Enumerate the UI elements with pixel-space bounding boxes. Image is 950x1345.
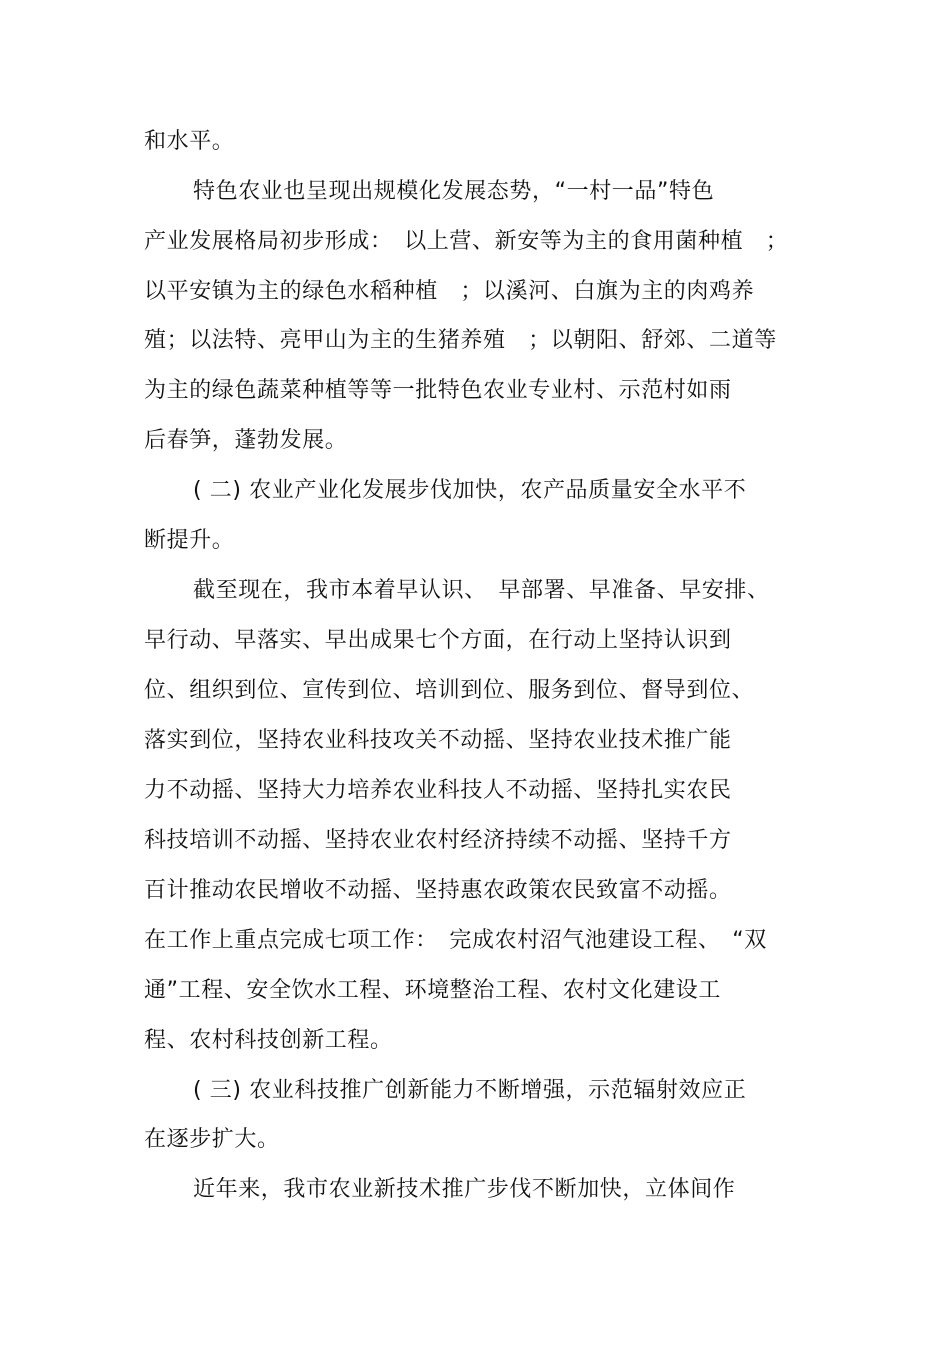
text-line: 位、组织到位、宣传到位、培训到位、服务到位、督导到位、	[144, 678, 755, 703]
text-line: 科技培训不动摇、坚持农业农村经济持续不动摇、坚持千方	[144, 828, 732, 853]
paragraph-first-line: 近年来，我市农业新技术推广步伐不断加快，立体间作	[193, 1177, 736, 1202]
text-line: 程、农村科技创新工程。	[144, 1028, 393, 1053]
text-line: 为主的绿色蔬菜种植等等一批特色农业专业村、示范村如雨	[144, 378, 732, 403]
section-heading-continued: 断提升。	[144, 528, 235, 553]
section-heading: ( 三) 农业科技推广创新能力不断增强，示范辐射效应正	[193, 1078, 747, 1103]
text-line: 落实到位，坚持农业科技攻关不动摇、坚持农业技术推广能	[144, 728, 732, 753]
paragraph-first-line: 特色农业也呈现出规模化发展态势，“一村一品”特色	[193, 179, 715, 204]
text-line: 产业发展格局初步形成： 以上营、新安等为主的食用菌种植 ；	[144, 229, 789, 254]
text-line: 殖；以法特、亮甲山为主的生猪养殖 ；以朝阳、舒郊、二道等	[144, 328, 777, 353]
section-heading: ( 二) 农业产业化发展步伐加快，农产品质量安全水平不	[193, 478, 747, 503]
section-heading-continued: 在逐步扩大。	[144, 1127, 280, 1152]
text-line: 在工作上重点完成七项工作： 完成农村沼气池建设工程、 “双	[144, 928, 767, 953]
text-line: 百计推动农民增收不动摇、坚持惠农政策农民致富不动摇。	[144, 878, 732, 903]
text-line: 早行动、早落实、早出成果七个方面，在行动上坚持认识到	[144, 628, 732, 653]
text-line: 以平安镇为主的绿色水稻种植 ；以溪河、白旗为主的肉鸡养	[144, 279, 755, 304]
text-line: 通”工程、安全饮水工程、环境整治工程、农村文化建设工	[144, 978, 721, 1003]
text-line: 后春笋，蓬勃发展。	[144, 428, 348, 453]
text-line: 力不动摇、坚持大力培养农业科技人不动摇、坚持扎实农民	[144, 778, 732, 803]
paragraph-first-line: 截至现在，我市本着早认识、 早部署、早准备、早安排、	[193, 578, 770, 603]
text-line: 和水平。	[144, 129, 235, 154]
